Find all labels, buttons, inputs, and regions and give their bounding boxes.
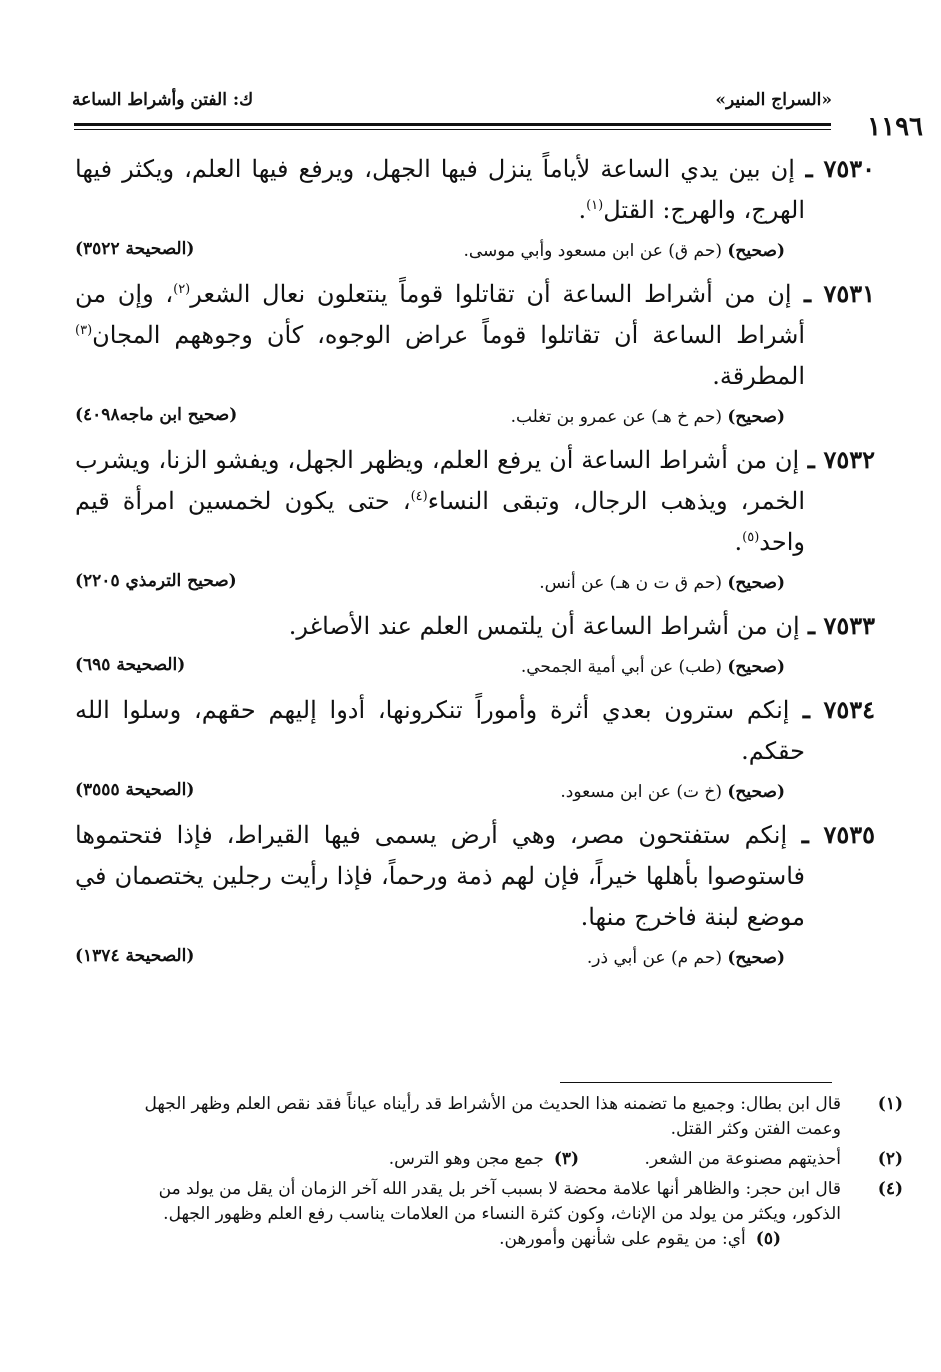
hadith-number: ٧٥٣٠ bbox=[823, 154, 875, 183]
hadith-text bbox=[75, 814, 875, 938]
hadith-grade: (صحيح) bbox=[727, 407, 785, 427]
hadith-reference: (الصحيحة ٣٥٢٢) bbox=[75, 239, 195, 259]
hadith-body: إن من أشراط الساعة أن تقاتلوا قوماً ينتعلون نعال الشعر bbox=[190, 280, 792, 308]
hadith-source bbox=[511, 407, 785, 427]
hadith-narrator: (حم ق ت ن هـ) عن أنس. bbox=[539, 573, 722, 593]
book-title: «السراج المنير» bbox=[715, 90, 832, 110]
hadith-number: ٧٥٣٤ bbox=[823, 695, 875, 724]
hadith-grade: (صحيح) bbox=[727, 657, 785, 677]
footnote-number: (٢) bbox=[877, 1149, 903, 1169]
hadith-7533 bbox=[75, 605, 875, 689]
hadith-source bbox=[560, 782, 785, 802]
footnote-number: (١) bbox=[877, 1094, 903, 1114]
source-row bbox=[75, 647, 875, 689]
hadith-dash: ـ bbox=[794, 154, 824, 183]
hadith-7530 bbox=[75, 148, 875, 273]
footnote-number: (٣) bbox=[553, 1149, 580, 1169]
footnote-text: أي: من يقوم على شأنهن وأمورهن. bbox=[499, 1229, 746, 1249]
hadith-text bbox=[75, 689, 875, 772]
chapter-title: ك: الفتن وأشراط الساعة bbox=[72, 90, 254, 110]
footnote-marker: (٣) bbox=[75, 323, 93, 338]
hadith-reference: (الصحيحة ١٣٧٤) bbox=[75, 946, 195, 966]
source-row bbox=[75, 772, 875, 814]
hadith-grade: (صحيح) bbox=[727, 573, 785, 593]
header-rule-thin bbox=[74, 129, 831, 130]
source-row bbox=[75, 563, 875, 605]
hadith-list bbox=[75, 148, 875, 980]
footnote-marker: (٤) bbox=[410, 489, 428, 504]
hadith-reference: (الصحيحة ٦٩٥) bbox=[75, 655, 186, 675]
hadith-narrator: (خ ت) عن ابن مسعود. bbox=[560, 782, 722, 802]
footnote-rule bbox=[560, 1082, 832, 1083]
source-row bbox=[75, 938, 875, 980]
hadith-body: إنكم سترون بعدي أثرة وأموراً تنكرونها، أدوا إليهم حقهم، وسلوا الله حقكم. bbox=[75, 696, 805, 765]
footnote-2-3 bbox=[111, 1147, 903, 1172]
hadith-number: ٧٥٣٥ bbox=[823, 820, 875, 849]
hadith-7532 bbox=[75, 439, 875, 605]
hadith-reference: (الصحيحة ٣٥٥٥) bbox=[75, 780, 195, 800]
hadith-grade: (صحيح) bbox=[727, 948, 785, 968]
hadith-body: . bbox=[734, 528, 743, 556]
footnote-marker: (١) bbox=[586, 198, 604, 213]
hadith-body: إن من أشراط الساعة أن يرفع العلم، ويظهر الجهل، ويفشو الزنا، ويشرب الخمر، ويذهب الرجال، وتبقى النساء bbox=[75, 446, 805, 515]
hadith-narrator: (حم م) عن أبي ذر. bbox=[586, 948, 722, 968]
hadith-narrator: (حم خ هـ) عن عمرو بن تغلب. bbox=[510, 407, 722, 427]
hadith-source bbox=[587, 948, 785, 968]
hadith-grade: (صحيح) bbox=[727, 782, 785, 802]
hadith-number: ٧٥٣١ bbox=[823, 279, 876, 308]
hadith-text bbox=[75, 439, 875, 563]
footnote-number: (٤) bbox=[877, 1179, 903, 1199]
hadith-number: ٧٥٣٣ bbox=[823, 611, 875, 640]
hadith-dash: ـ bbox=[799, 611, 824, 640]
footnote-marker: (٥) bbox=[742, 530, 760, 545]
hadith-dash: ـ bbox=[789, 695, 824, 724]
hadith-7531 bbox=[75, 273, 875, 439]
hadith-source bbox=[539, 573, 785, 593]
hadith-body: إن من أشراط الساعة أن يلتمس العلم عند الأصاغر. bbox=[288, 612, 800, 640]
footnote-text: جمع مجن وهو الترس. bbox=[388, 1149, 544, 1169]
hadith-body: ، وإن من أشراط الساعة أن تقاتلوا قوماً عراض الوجوه، كأن وجوههم المجان bbox=[75, 280, 805, 349]
hadith-number: ٧٥٣٢ bbox=[823, 445, 875, 474]
hadith-text bbox=[75, 605, 875, 647]
hadith-body: إن بين يدي الساعة لأياماً ينزل فيها الجهل، ويرفع فيها العلم، ويكثر فيها الهرج، والهرج: القتل bbox=[75, 155, 805, 224]
page-number: ١١٩٦ bbox=[867, 112, 923, 142]
hadith-narrator: (طب) عن أبي أمية الجمحي. bbox=[520, 657, 722, 677]
footnote-text: أحذيتهم مصنوعة من الشعر. bbox=[644, 1149, 841, 1169]
hadith-source bbox=[463, 241, 785, 261]
running-header bbox=[72, 90, 832, 116]
hadith-reference: (صحيح الترمذي ٢٢٠٥) bbox=[75, 571, 237, 591]
footnote-text: قال ابن حجر: والظاهر أنها علامة محضة لا بسبب آخر بل يقدر الله آخر الزمان أن يقل من يولد من الذكور، ويكثر من يولد من الإناث، وكون كثرة النساء من العلامات يناسب رفع العلم وظهور الجهل. bbox=[158, 1179, 841, 1224]
hadith-narrator: (حم ق) عن ابن مسعود وأبي موسى. bbox=[463, 241, 722, 261]
hadith-text bbox=[75, 273, 875, 397]
hadith-7535 bbox=[75, 814, 875, 980]
hadith-grade: (صحيح) bbox=[727, 241, 785, 261]
source-row bbox=[75, 231, 875, 273]
footnote-4-5 bbox=[111, 1177, 903, 1252]
footnote-marker: (٢) bbox=[173, 282, 191, 297]
hadith-body: ، حتى يكون لخمسين امرأة قيم واحد bbox=[75, 487, 805, 556]
source-row bbox=[75, 397, 875, 439]
hadith-dash: ـ bbox=[799, 445, 824, 474]
hadith-dash: ـ bbox=[787, 820, 824, 849]
footnote-3 bbox=[389, 1147, 579, 1172]
footnote-1 bbox=[111, 1092, 903, 1142]
footnote-number: (٥) bbox=[755, 1229, 781, 1249]
hadith-source bbox=[521, 657, 785, 677]
hadith-body-end: . bbox=[578, 196, 587, 224]
footnotes bbox=[111, 1092, 903, 1257]
header-rule-thick bbox=[74, 123, 831, 126]
hadith-dash: ـ bbox=[791, 279, 824, 308]
hadith-reference: (صحيح ابن ماجه٤٠٩٨) bbox=[75, 405, 238, 425]
hadith-body: إنكم ستفتحون مصر، وهي أرض يسمى فيها القيراط، فإذا فتحتموها فاستوصوا بأهلها خيراً، فإن لهم ذمة ورحماً، فإذا رأيت رجلين يختصمان في موضع لبنة فاخرج منها. bbox=[75, 821, 805, 931]
hadith-body: المطرقة. bbox=[712, 362, 805, 390]
hadith-7534 bbox=[75, 689, 875, 814]
hadith-text bbox=[75, 148, 875, 231]
footnote-5 bbox=[499, 1227, 781, 1252]
footnote-text: قال ابن بطال: وجميع ما تضمنه هذا الحديث من الأشراط قد رأيناه عياناً فقد نقص العلم وظهر الجهل وعمت الفتن وكثر القتل. bbox=[144, 1094, 841, 1139]
